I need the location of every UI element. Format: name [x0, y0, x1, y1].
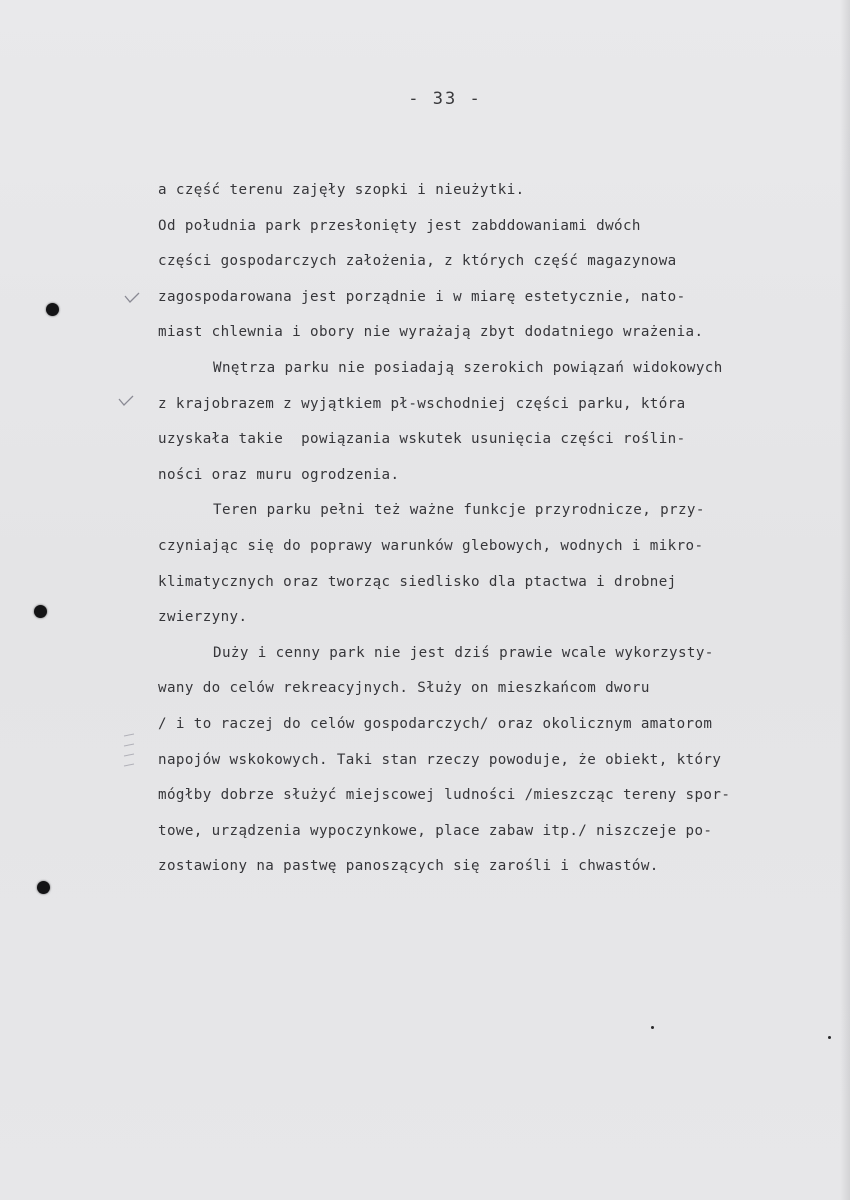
text-line: wany do celów rekreacyjnych. Służy on mieszkańcom dworu: [158, 680, 650, 697]
pencil-tick-marks-icon: [122, 732, 136, 772]
pencil-check-mark-icon: [124, 292, 140, 304]
text-line: towe, urządzenia wypoczynkowe, place zabaw itp./ niszczeje po-: [158, 822, 713, 839]
text-line: czyniając się do poprawy warunków glebowych, wodnych i mikro-: [158, 537, 704, 554]
text-line: Od południa park przesłonięty jest zabddowaniami dwóch: [158, 217, 641, 234]
text-line: miast chlewnia i obory nie wyrażają zbyt dodatniego wrażenia.: [158, 324, 704, 341]
punch-hole-bottom: [37, 881, 50, 894]
text-line: ności oraz muru ogrodzenia.: [158, 466, 400, 483]
text-line: z krajobrazem z wyjątkiem pł-wschodniej części parku, która: [158, 395, 686, 412]
text-line: zostawiony na pastwę panoszących się zarośli i chwastów.: [158, 858, 659, 875]
text-line: zagospodarowana jest porządnie i w miarę estetycznie, nato-: [158, 288, 686, 305]
typed-body-text: [158, 173, 828, 885]
page-number: - 33 -: [408, 89, 482, 109]
text-line: Wnętrza parku nie posiadają szerokich powiązań widokowych: [213, 359, 723, 376]
text-line: a część terenu zajęły szopki i nieużytki.: [158, 182, 525, 198]
text-line: Duży i cenny park nie jest dziś prawie wcale wykorzysty-: [213, 644, 714, 661]
text-line: zwierzyny.: [158, 609, 248, 626]
pencil-check-mark-icon: [118, 395, 134, 407]
text-line: / i to raczej do celów gospodarczych/ oraz okolicznym amatorom: [158, 715, 713, 732]
page-edge-shadow: [840, 0, 850, 1200]
ink-speck: [651, 1026, 654, 1029]
ink-speck: [828, 1036, 831, 1039]
text-line: uzyskała takie powiązania wskutek usunięcia części roślin-: [158, 431, 686, 448]
punch-hole-middle: [34, 605, 47, 618]
text-line: części gospodarczych założenia, z których część magazynowa: [158, 253, 677, 270]
text-line: klimatycznych oraz tworząc siedlisko dla ptactwa i drobnej: [158, 573, 677, 590]
text-line: Teren parku pełni też ważne funkcje przyrodnicze, przy-: [213, 502, 705, 519]
text-line: napojów wskokowych. Taki stan rzeczy powoduje, że obiekt, który: [158, 751, 722, 768]
punch-hole-top: [46, 303, 59, 316]
text-line: mógłby dobrze służyć miejscowej ludności /mieszcząc tereny spor-: [158, 787, 731, 804]
